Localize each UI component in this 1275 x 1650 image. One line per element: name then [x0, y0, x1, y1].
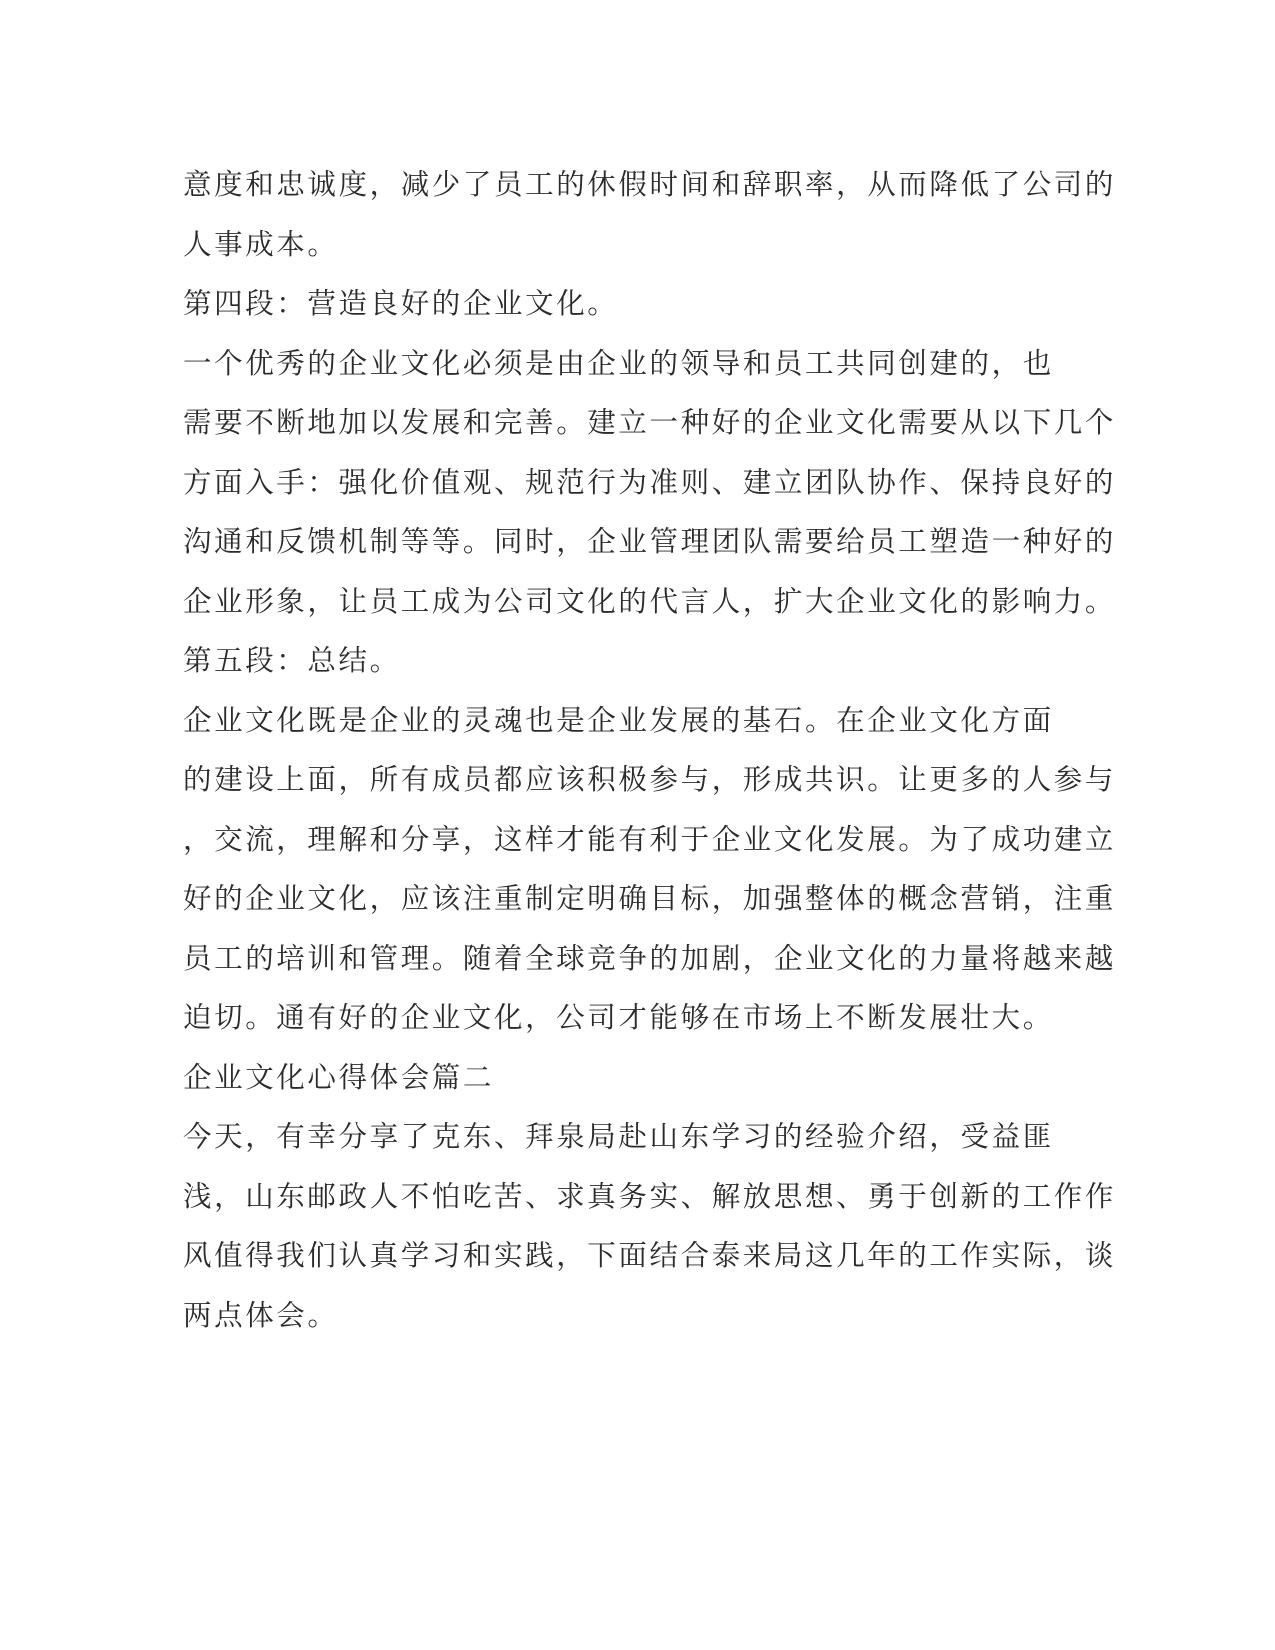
text-line: ，交流，理解和分享，这样才能有利于企业文化发展。为了成功建立 [183, 822, 1117, 856]
text-line: 风值得我们认真学习和实践，下面结合泰来局这几年的工作实际，谈 [183, 1239, 1117, 1272]
paragraph-start: 企业文化既是企业的灵魂也是企业发展的基石。在企业文化方面 [183, 703, 1054, 737]
text-line: 企业形象，让员工成为公司文化的代言人，扩大企业文化的影响力。 [183, 584, 1117, 618]
text-line: 意度和忠诚度，减少了员工的休假时间和辞职率，从而降低了公司的 [183, 168, 1117, 201]
text-line: 两点体会。 [183, 1298, 339, 1332]
paragraph-start: 今天，有幸分享了克东、拜泉局赴山东学习的经验介绍，受益匪 [183, 1120, 1054, 1153]
article-title-part-two: 企业文化心得体会篇二 [183, 1060, 495, 1094]
text-line: 好的企业文化，应该注重制定明确目标，加强整体的概念营销，注重 [183, 882, 1117, 915]
document-body [183, 155, 1117, 1345]
text-line: 人事成本。 [183, 227, 339, 261]
text-line: 迫切。通有好的企业文化，公司才能够在市场上不断发展壮大。 [183, 1001, 1054, 1034]
section-heading-5: 第五段：总结。 [183, 644, 401, 677]
text-line: 的建设上面，所有成员都应该积极参与，形成共识。让更多的人参与 [183, 763, 1117, 796]
text-line: 沟通和反馈机制等等。同时，企业管理团队需要给员工塑造一种好的 [183, 525, 1117, 558]
text-line: 方面入手：强化价值观、规范行为准则、建立团队协作、保持良好的 [183, 465, 1117, 499]
text-line: 员工的培训和管理。随着全球竞争的加剧，企业文化的力量将越来越 [183, 941, 1117, 975]
section-heading-4: 第四段：营造良好的企业文化。 [183, 287, 619, 320]
text-line: 浅，山东邮政人不怕吃苦、求真务实、解放思想、勇于创新的工作作 [183, 1179, 1117, 1213]
text-line: 需要不断地加以发展和完善。建立一种好的企业文化需要从以下几个 [183, 406, 1117, 439]
paragraph-start: 一个优秀的企业文化必须是由企业的领导和员工共同创建的，也 [183, 346, 1054, 380]
